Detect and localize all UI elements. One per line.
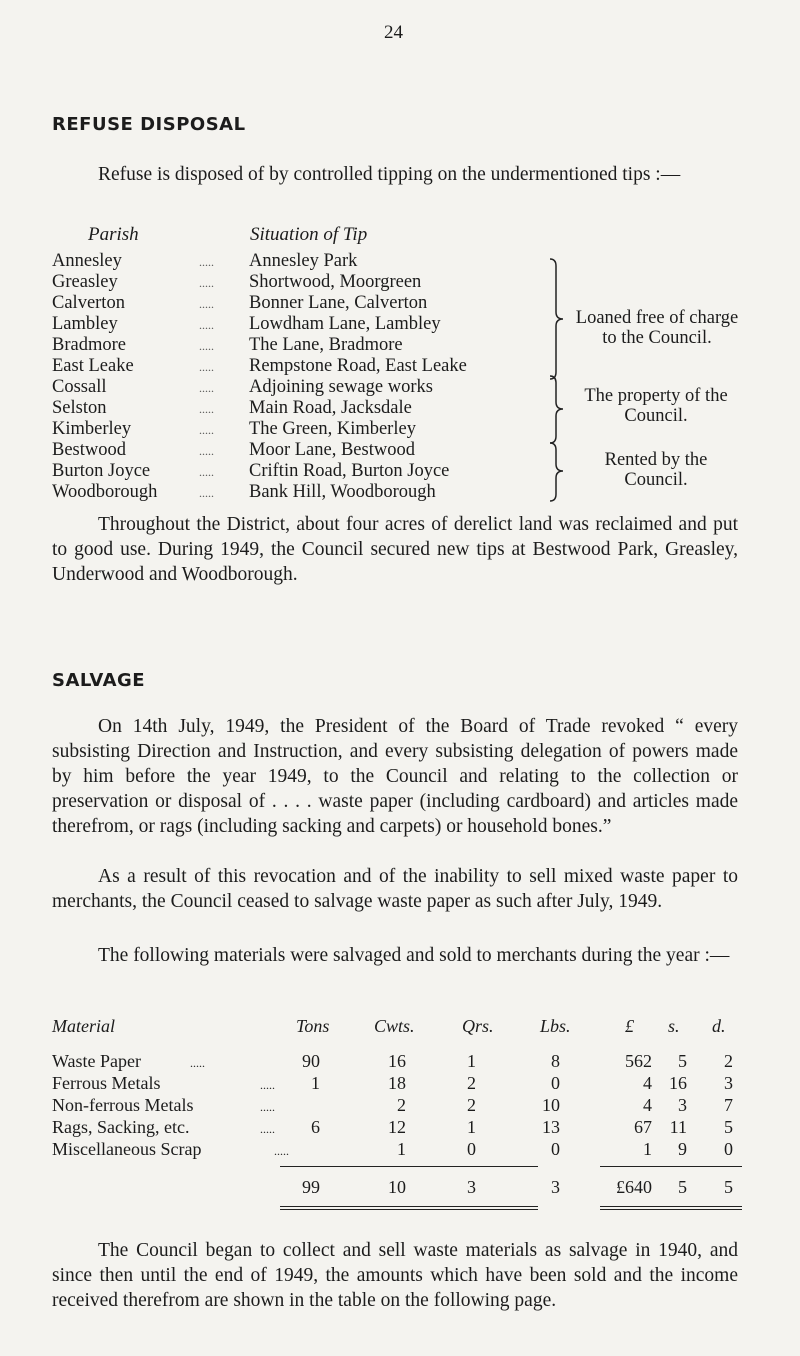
grouping-braces bbox=[546, 256, 570, 506]
cell-material: Waste Paper bbox=[52, 1051, 142, 1071]
cell-pounds: 67 bbox=[634, 1117, 652, 1137]
refuse-disposal-heading: REFUSE DISPOSAL bbox=[52, 114, 246, 135]
leader-dots: ..... bbox=[199, 465, 214, 479]
header-lbs: Lbs. bbox=[540, 1016, 571, 1036]
cell-tons: 1 bbox=[311, 1073, 320, 1093]
tip-parish: Lambley bbox=[52, 314, 118, 334]
leader-dots: ..... bbox=[199, 486, 214, 500]
tip-site: The Lane, Bradmore bbox=[249, 335, 403, 355]
tip-site: Adjoining sewage works bbox=[249, 377, 433, 397]
cell-material: Miscellaneous Scrap bbox=[52, 1139, 202, 1159]
leader-dots: ..... bbox=[199, 255, 214, 269]
tip-site: Moor Lane, Bestwood bbox=[249, 440, 415, 460]
cell-qrs: 2 bbox=[467, 1095, 476, 1115]
header-tons: Tons bbox=[296, 1016, 330, 1036]
total-qrs: 3 bbox=[467, 1177, 476, 1197]
tip-site: Bonner Lane, Calverton bbox=[249, 293, 428, 313]
tip-site: Main Road, Jacksdale bbox=[249, 398, 412, 418]
total-rule-bottom bbox=[600, 1206, 742, 1207]
cell-material: Ferrous Metals bbox=[52, 1073, 161, 1093]
cell-material: Rags, Sacking, etc. bbox=[52, 1117, 190, 1137]
cell-pounds: 562 bbox=[625, 1051, 652, 1071]
table-row bbox=[52, 1051, 742, 1075]
leader-dots: ..... bbox=[199, 423, 214, 437]
cell-pence: 0 bbox=[724, 1139, 733, 1159]
cell-pence: 7 bbox=[724, 1095, 733, 1115]
table-row bbox=[52, 1095, 742, 1119]
cell-qrs: 1 bbox=[467, 1117, 476, 1137]
total-lbs: 3 bbox=[551, 1177, 560, 1197]
cell-shillings: 3 bbox=[678, 1095, 687, 1115]
group-note-loaned: Loaned free of charge to the Council. bbox=[575, 308, 739, 348]
cell-lbs: 8 bbox=[551, 1051, 560, 1071]
leader-dots: ..... bbox=[260, 1122, 275, 1136]
leader-dots: ..... bbox=[199, 297, 214, 311]
header-material: Material bbox=[52, 1016, 115, 1036]
tip-parish: Burton Joyce bbox=[52, 461, 151, 481]
situation-column-header: Situation of Tip bbox=[250, 224, 368, 245]
group-note-property: The property of the Council. bbox=[584, 386, 728, 426]
header-pence: d. bbox=[712, 1016, 726, 1036]
group-note-rented: Rented by the Council. bbox=[604, 450, 708, 490]
cell-pounds: 4 bbox=[643, 1073, 652, 1093]
refuse-intro: Refuse is disposed of by controlled tipping on the undermentioned tips :— bbox=[98, 164, 681, 185]
table-row bbox=[52, 1117, 742, 1141]
cell-pence: 2 bbox=[724, 1051, 733, 1071]
total-pence: 5 bbox=[724, 1177, 733, 1197]
cell-qrs: 0 bbox=[467, 1139, 476, 1159]
leader-dots: ..... bbox=[199, 402, 214, 416]
tip-site: The Green, Kimberley bbox=[249, 419, 416, 439]
salvage-paragraph-1: On 14th July, 1949, the President of the Board of Trade revoked “ every subsisting Direction and Instruction, and every subsisting delegation of powers made by him before the year 1949, to the Council and relating to the collection or preservation or disposal of . . . . waste paper (including cardboard) and articles made therefrom, or rags (including sacking and carpets) or household bones.” bbox=[52, 716, 738, 837]
leader-dots: ..... bbox=[199, 360, 214, 374]
cell-pence: 5 bbox=[724, 1117, 733, 1137]
tip-site: Annesley Park bbox=[249, 251, 358, 271]
leader-dots: ..... bbox=[199, 276, 214, 290]
leader-dots: ..... bbox=[190, 1056, 205, 1070]
total-pounds: £640 bbox=[616, 1177, 652, 1197]
tip-parish: Kimberley bbox=[52, 419, 132, 439]
cell-shillings: 5 bbox=[678, 1051, 687, 1071]
total-tons: 99 bbox=[302, 1177, 320, 1197]
cell-shillings: 16 bbox=[669, 1073, 687, 1093]
parish-column-header: Parish bbox=[88, 224, 139, 245]
total-rule-bottom bbox=[280, 1209, 538, 1210]
tip-parish: Greasley bbox=[52, 272, 118, 292]
tip-site: Criftin Road, Burton Joyce bbox=[249, 461, 450, 481]
total-rule-top bbox=[600, 1166, 742, 1167]
refuse-closing-paragraph: Throughout the District, about four acres of derelict land was reclaimed and put to good use. During 1949, the Council secured new tips at Bestwood Park, Greasley, Underwood and Woodborough. bbox=[52, 514, 738, 585]
cell-material: Non-ferrous Metals bbox=[52, 1095, 194, 1115]
tip-parish: Bestwood bbox=[52, 440, 126, 460]
salvage-paragraph-3: The following materials were salvaged and sold to merchants during the year :— bbox=[98, 945, 730, 966]
cell-shillings: 11 bbox=[669, 1117, 687, 1137]
cell-cwts: 18 bbox=[388, 1073, 406, 1093]
cell-lbs: 0 bbox=[551, 1073, 560, 1093]
tip-parish: Selston bbox=[52, 398, 107, 418]
cell-cwts: 1 bbox=[397, 1139, 406, 1159]
total-rule-bottom bbox=[600, 1209, 742, 1210]
table-row bbox=[52, 1139, 742, 1163]
header-pounds: £ bbox=[625, 1016, 634, 1036]
cell-pence: 3 bbox=[724, 1073, 733, 1093]
total-rule-bottom bbox=[280, 1206, 538, 1207]
tip-site: Shortwood, Moorgreen bbox=[249, 272, 422, 292]
leader-dots: ..... bbox=[199, 444, 214, 458]
tip-parish: Cossall bbox=[52, 377, 107, 397]
cell-lbs: 13 bbox=[542, 1117, 560, 1137]
cell-tons: 90 bbox=[302, 1051, 320, 1071]
header-cwts: Cwts. bbox=[374, 1016, 415, 1036]
cell-pounds: 4 bbox=[643, 1095, 652, 1115]
tip-parish: Annesley bbox=[52, 251, 122, 271]
total-shillings: 5 bbox=[678, 1177, 687, 1197]
leader-dots: ..... bbox=[199, 339, 214, 353]
cell-cwts: 12 bbox=[388, 1117, 406, 1137]
tip-parish: Bradmore bbox=[52, 335, 126, 355]
cell-shillings: 9 bbox=[678, 1139, 687, 1159]
page-number: 24 bbox=[384, 22, 403, 43]
tip-parish: Calverton bbox=[52, 293, 125, 313]
tip-parish: Woodborough bbox=[52, 482, 158, 502]
salvage-heading: SALVAGE bbox=[52, 670, 146, 691]
leader-dots: ..... bbox=[199, 381, 214, 395]
leader-dots: ..... bbox=[199, 318, 214, 332]
tip-site: Rempstone Road, East Leake bbox=[249, 356, 467, 376]
cell-pounds: 1 bbox=[643, 1139, 652, 1159]
total-cwts: 10 bbox=[388, 1177, 406, 1197]
tip-parish: East Leake bbox=[52, 356, 134, 376]
cell-qrs: 1 bbox=[467, 1051, 476, 1071]
leader-dots: ..... bbox=[260, 1078, 275, 1092]
leader-dots: ..... bbox=[260, 1100, 275, 1114]
table-header-row bbox=[52, 1016, 742, 1040]
total-rule-top bbox=[280, 1166, 538, 1167]
header-qrs: Qrs. bbox=[462, 1016, 494, 1036]
cell-cwts: 2 bbox=[397, 1095, 406, 1115]
header-shillings: s. bbox=[668, 1016, 680, 1036]
cell-lbs: 10 bbox=[542, 1095, 560, 1115]
tip-site: Bank Hill, Woodborough bbox=[249, 482, 436, 502]
salvage-paragraph-2: As a result of this revocation and of the inability to sell mixed waste paper to merchants, the Council ceased to salvage waste paper as such after July, 1949. bbox=[52, 866, 738, 912]
cell-cwts: 16 bbox=[388, 1051, 406, 1071]
table-row bbox=[52, 1073, 742, 1097]
cell-qrs: 2 bbox=[467, 1073, 476, 1093]
cell-tons: 6 bbox=[311, 1117, 320, 1137]
salvage-paragraph-4: The Council began to collect and sell waste materials as salvage in 1940, and since then until the end of 1949, the amounts which have been sold and the income received therefrom are shown in the table on the following page. bbox=[52, 1240, 738, 1311]
table-totals-row bbox=[52, 1177, 742, 1201]
cell-lbs: 0 bbox=[551, 1139, 560, 1159]
tip-site: Lowdham Lane, Lambley bbox=[249, 314, 441, 334]
leader-dots: ..... bbox=[274, 1144, 289, 1158]
